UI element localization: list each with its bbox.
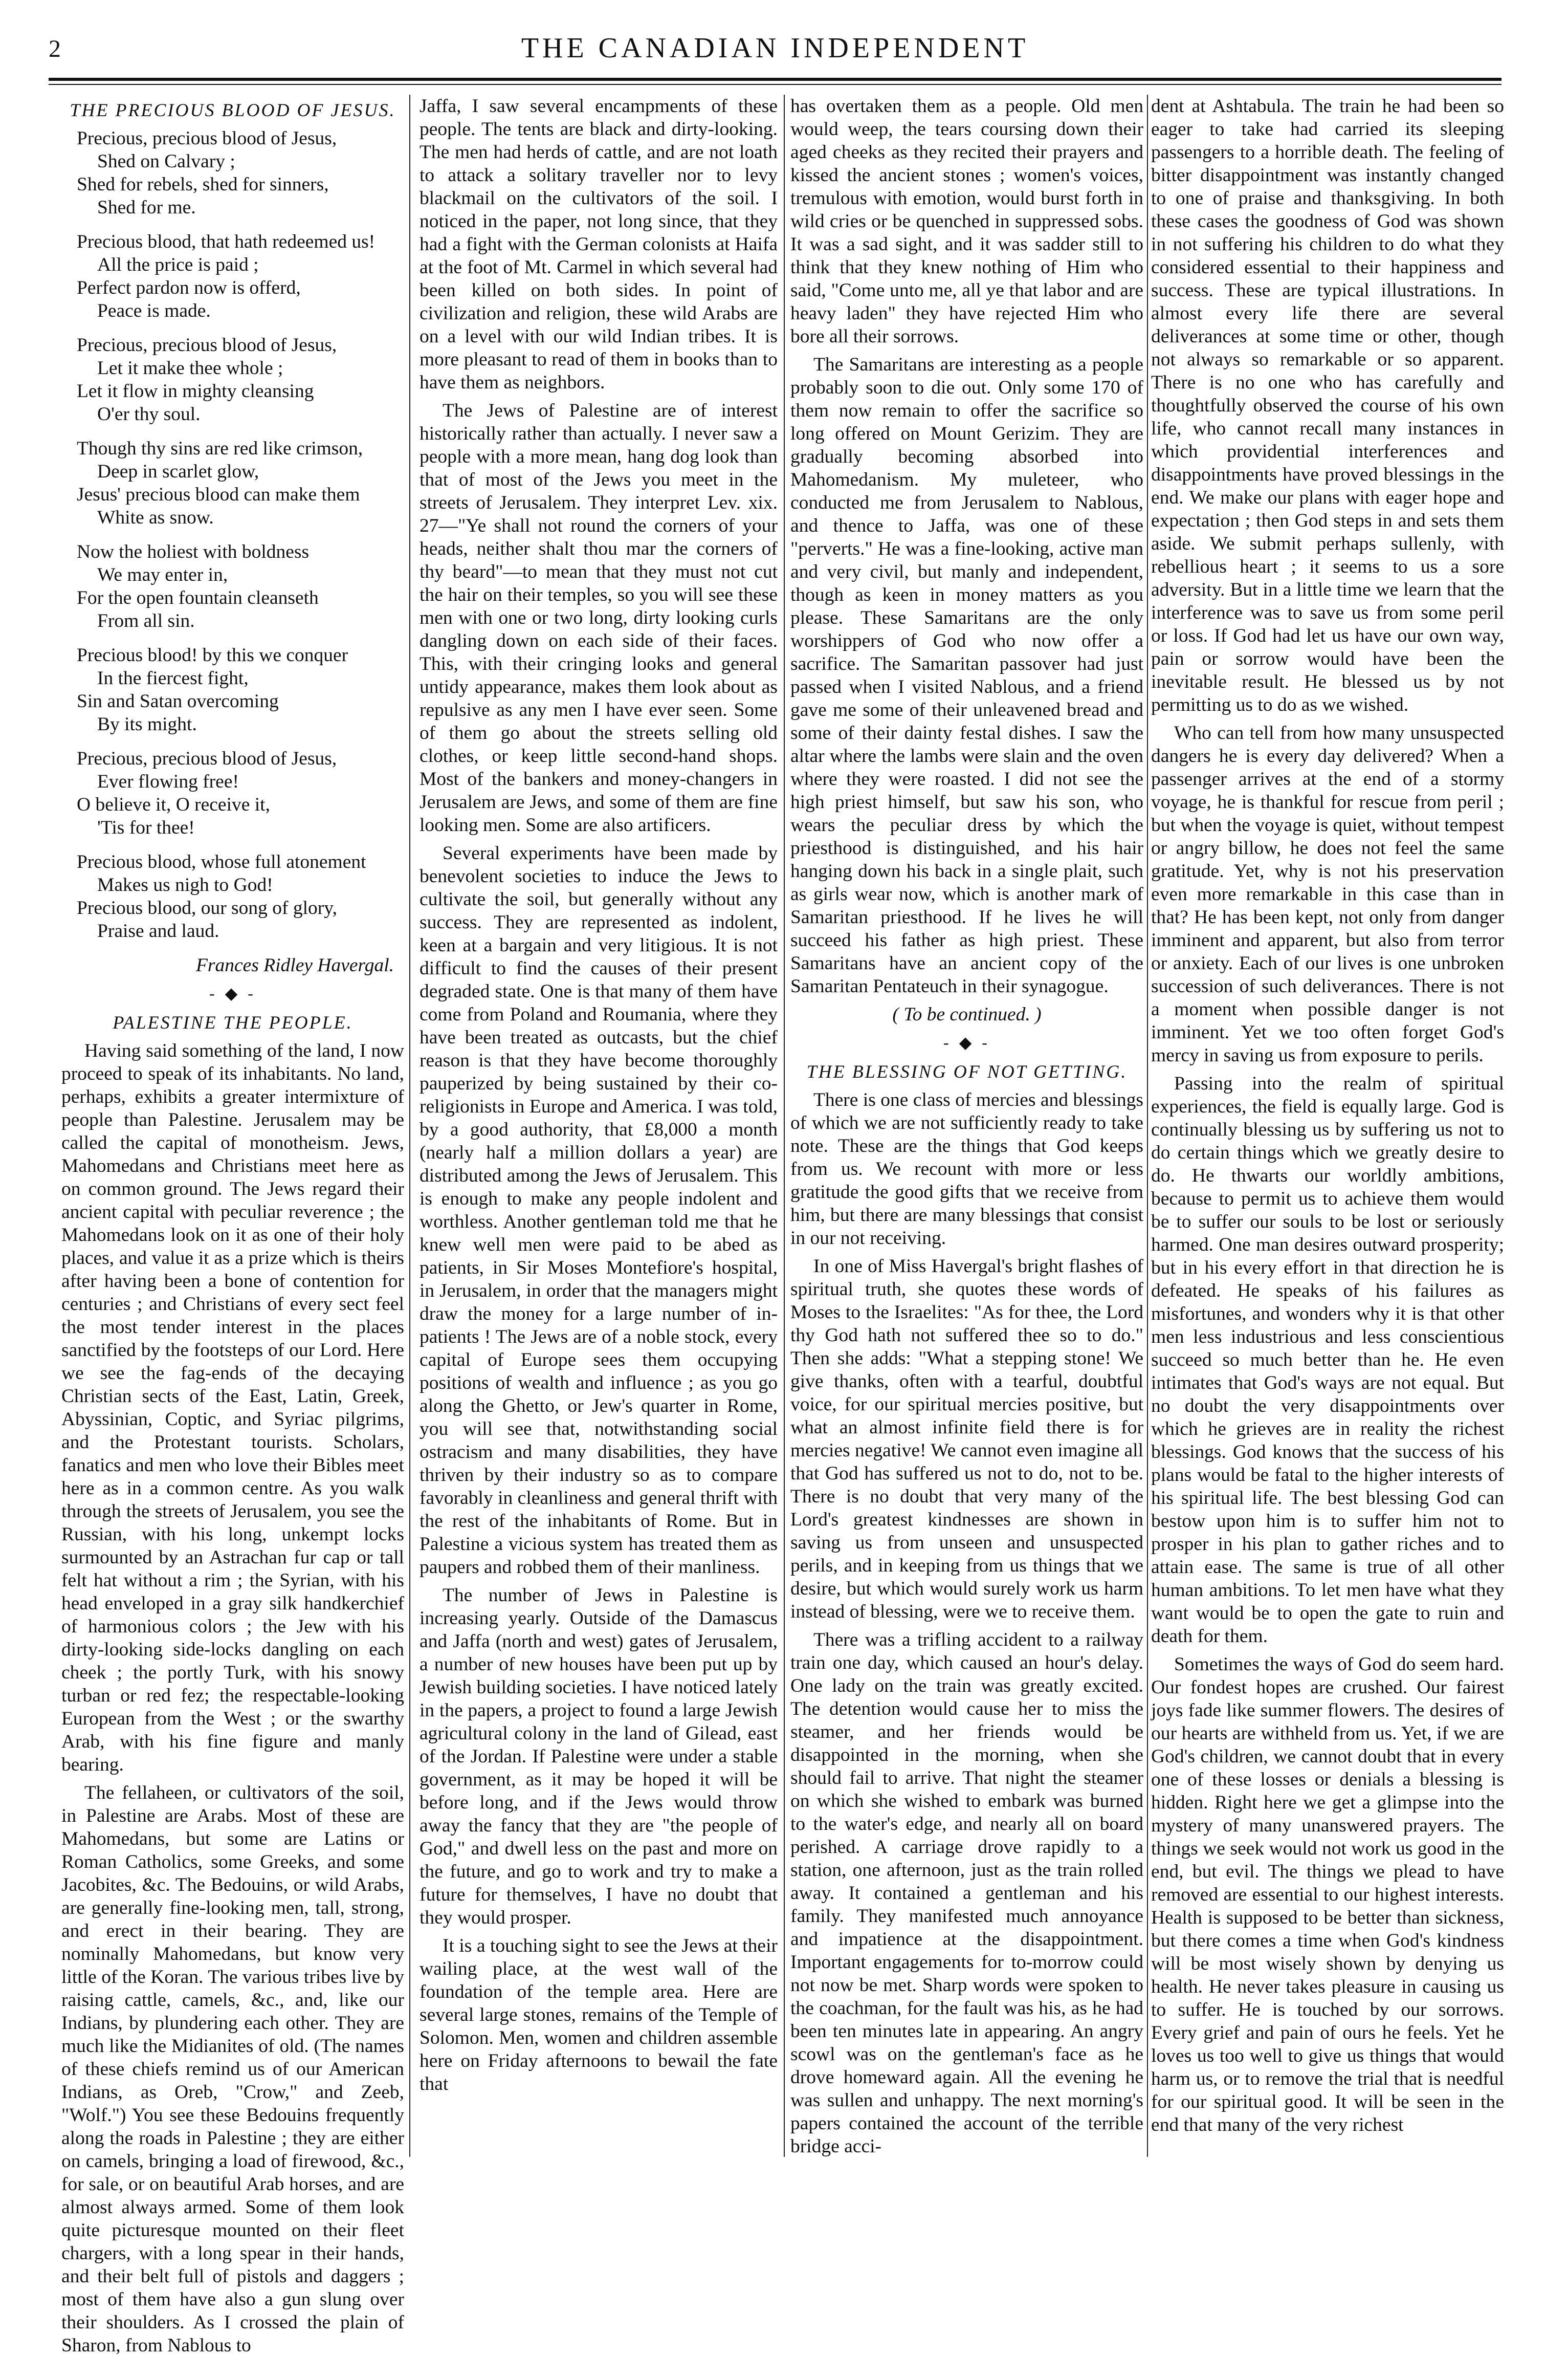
column-4: [1151, 95, 1504, 2157]
poem-attribution: Frances Ridley Havergal.: [195, 955, 394, 976]
poem-line: Precious, precious blood of Jesus,: [77, 128, 337, 149]
article-paragraph: Several experiments have been made by benevolent societies to induce the Jews to cultivate the soil, but generally without any success. They are represented as indolent, keen at a bargain and very litigious. It is not difficult to find the causes of their present degraded state. One is that many of them have come from Poland and Roumania, where they have been treated as outcasts, but the chief reason is that they have become thoroughly pauperized by being sustained by their co-religionists in Europe and America. I was told, by a good authority, that £8,000 a month (nearly half a million dollars a year) are distributed among the Jews of Jerusalem. This is enough to make any people indolent and worthless. Another gentleman told me that he knew well men were paid to be abed as patients, in Sir Moses Montefiore's hospital, in Jerusalem, in order that the managers might draw the money for a large number of in-patients ! The Jews are of a noble stock, every capital of Europe sees them occupying positions of wealth and influence ; as you go along the Ghetto, or Jew's quarter in Rome, you will see that, notwithstanding social ostracism and many disabilities, they have thriven by their industry so as to compare favorably in cleanliness and general thrift with the rest of the inhabitants of Rome. But in Palestine a vicious system has treated them as paupers and robbed them of their manliness.: [419, 843, 778, 1578]
article-paragraph: Passing into the realm of spiritual experiences, the field is equally large. God is continually blessing us by suffering us not to do certain things which we greatly desire to do. He thwarts our worldly ambitions, because to permit us to achieve them would be to suffer our souls to be lost or seriously harmed. One man desires outward prosperity; but in his every effort in that direction he is defeated. He speaks of his failures as misfortunes, and wonders why it is that other men less industrious and less conscientious succeed so much better than he. He even intimates that God's ways are not equal. But no doubt the very disappointments over which he grieves are in reality the richest blessings. God knows that the success of his plans would be fatal to the higher interests of his spiritual life. The best blessing God can bestow upon him is to suffer him not to prosper in his plan to gather riches and to attain ease. The same is true of all other human ambitions. To let men have what they want would be to open the gate to ruin and death for them.: [1151, 1073, 1504, 1647]
poem-line: In the fiercest fight,: [97, 668, 249, 689]
article-paragraph: In one of Miss Havergal's bright flashes of spiritual truth, she quotes these words of Moses to the Israelites: "As for thee, the Lord thy God hath not suffered thee so to do." Then she adds: "What a stepping stone! We give thanks, often with a tearful, doubtful voice, for our spiritual mercies positive, but what an almost infinite field there is for mercies negative! We cannot even imagine all that God has suffered us not to do, not to be. There is no doubt that very many of the Lord's greatest kindnesses are shown in saving us from unseen and unsuspected perils, and in keeping from us things that we desire, but which would surely work us harm instead of blessing, were we to receive them.: [790, 1256, 1143, 1622]
poem-line: Now the holiest with boldness: [77, 541, 310, 562]
article-title: THE BLESSING OF NOT GETTING.: [806, 1061, 1128, 1082]
poem-line: Ever flowing free!: [97, 771, 239, 792]
poem-line: White as snow.: [97, 507, 214, 528]
poem-line: Shed on Calvary ;: [97, 151, 235, 172]
poem-line: Deep in scarlet glow,: [97, 461, 259, 482]
poem-body: [61, 127, 404, 943]
poem-line: From all sin.: [97, 610, 195, 631]
poem-stanza: [77, 540, 404, 632]
poem-stanza: [77, 127, 404, 219]
poem-line: Precious blood, our song of glory,: [77, 898, 337, 919]
header-rule-thin: [49, 84, 1501, 85]
article-paragraph: Jaffa, I saw several encampments of these people. The tents are black and dirty-looking. The men had herds of cattle, and are not loath to attack a solitary traveller nor to levy blackmail on the cultivators of the soil. I noticed in the paper, not long since, that they had a fight with the German colonists at Haifa at the foot of Mt. Carmel in which several had been killed on both sides. In point of civilization and religion, these wild Arabs are on a level with our wild Indian tribes. It is more pleasant to read of them in books than to have them as neighbors.: [419, 96, 778, 393]
article-paragraph: The Jews of Palestine are of interest historically rather than actually. I never saw a people with a more mean, hang dog look than that of most of the Jews you meet in the streets of Jerusalem. They interpret Lev. xix. 27—"Ye shall not round the corners of your heads, neither shalt thou mar the corners of thy beard"—to mean that they must not cut the hair on their temples, so you will see these men with one or two long, dirty looking curls dangling down on each side of their faces. This, with their cringing looks and general untidy appearance, makes them look about as repulsive as any men I have ever seen. Some of them go about the streets selling old clothes, or keep little second-hand shops. Most of the bankers and money-changers in Jerusalem are Jews, and some of them are fine looking men. Some are also artificers.: [419, 400, 778, 836]
poem-line: 'Tis for thee!: [97, 817, 195, 838]
poem-line: By its might.: [97, 714, 197, 735]
poem-title: THE PRECIOUS BLOOD OF JESUS.: [70, 100, 396, 120]
article-paragraph: There was a trifling accident to a railway train one day, which caused an hour's delay. One lady on the train was greatly excited. The detention would cause her to miss the steamer, and her friends would be disappointed in the morning, when she should fail to arrive. That night the steamer on which she wished to embark was burned to the water's edge, and nearly all on board perished. A carriage drove rapidly to a station, one afternoon, just as the train rolled away. It contained a gentleman and his family. They manifested much annoyance and impatience at the disappointment. Important engagements for to-morrow could not now be met. Sharp words were spoken to the coachman, for the fault was his, as he had been ten minutes late in appearing. An angry scowl was on the gentleman's face as he drove homeward again. All the evening he was sullen and unhappy. The next morning's papers contained the account of the terrible bridge acci-: [790, 1629, 1143, 2157]
poem-stanza: [77, 850, 404, 943]
page-number: 2: [49, 35, 61, 62]
article-paragraph: The Samaritans are interesting as a people probably soon to die out. Only some 170 of them now remain to offer the sacrifice so long offered on Mount Gerizim. They are gradually becoming absorbed into Mahomedanism. My muleteer, who conducted me from Jerusalem to Nablous, and thence to Jaffa, was one of these "perverts." He was a fine-looking, active man and very civil, but manly and independent, though as keen in money matters as you please. These Samaritans are the only worshippers of God who now offer a sacrifice. The Samaritan passover had just passed when I visited Nablous, and a friend gave me some of their unleavened bread and some of their dainty festal dishes. I saw the altar where the lambs were slain and the oven where they were roasted. I did not see the high priest himself, but saw his son, who wears the peculiar dress by which the priesthood is distinguished, and his hair hanging down his back in a single plait, such as girls wear now, which is another mark of Samaritan priesthood. If he lives he will succeed his father as high priest. These Samaritans have an ancient copy of the Samaritan Pentateuch in their synagogue.: [790, 354, 1143, 997]
column-divider: [409, 95, 410, 2157]
poem-line: Peace is made.: [97, 300, 211, 321]
poem-line: Sin and Satan overcoming: [77, 691, 279, 712]
poem-stanza: [77, 437, 404, 529]
column-1: [61, 95, 404, 2356]
poem-line: Shed for me.: [97, 197, 196, 218]
article-title: PALESTINE THE PEOPLE.: [113, 1012, 353, 1033]
poem-line: Let it make thee whole ;: [97, 358, 283, 379]
article-paragraph: Sometimes the ways of God do seem hard. Our fondest hopes are crushed. Our fairest joys fade like summer flowers. The desires of our hearts are withheld from us. Yet, if we are God's children, we cannot doubt that in every one of these losses or denials a blessing is hidden. Right here we get a glimpse into the mystery of many unanswered prayers. The things we seek would not work us good in the end, but evil. The things we plead to have removed are essential to our highest interests. Health is supposed to be better than sickness, but there comes a time when God's kindness will be most wisely shown by denying us health. He never takes pleasure in causing us to suffer. He is touched by our sorrows. Every grief and pain of ours he feels. Yet he loves us too well to give us things that would harm us, or to remove the trial that is needful for our spiritual good. It will be seen in the end that many of the very richest: [1151, 1654, 1504, 2135]
poem-stanza: [77, 644, 404, 736]
poem-line: O'er thy soul.: [97, 404, 201, 425]
article-paragraph: dent at Ashtabula. The train he had been so eager to take had carried its sleeping passengers to a horrible death. The feeling of bitter disappointment was instantly changed to one of praise and thanksgiving. In both these cases the goodness of God was shown in not suffering his children to do what they considered essential to their happiness and success. These are typical illustrations. In almost every life there are several deliverances at some time or other, though not always so remarkable or so apparent. There is no one who has carefully and thoughtfully observed the course of his own life, who cannot recall many instances in which providential interferences and disappointments have proved blessings in the end. We make our plans with eager hope and expectation ; then God steps in and sets them aside. We submit perhaps sullenly, with rebellious heart ; it seems to us a sore adversity. But in a little time we learn that the interference was to save us from some peril or loss. If God had let us have our own way, pain or sorrow would have been the inevitable result. He blessed us by not permitting us to do as we wished.: [1151, 96, 1504, 715]
section-ornament: - ◆ -: [209, 984, 256, 1002]
article-paragraph: There is one class of mercies and blessings of which we are not sufficiently ready to take note. These are the things that God keeps from us. We recount with more or less gratitude the good gifts that we receive from him, but there are many blessings that consist in our not receiving.: [790, 1089, 1143, 1249]
poem-line: Precious blood, that hath redeemed us!: [77, 231, 376, 252]
poem-line: Shed for rebels, shed for sinners,: [77, 174, 329, 195]
poem-line: Let it flow in mighty cleansing: [77, 381, 314, 402]
poem-line: Perfect pardon now is offerd,: [77, 277, 301, 298]
column-2: [419, 95, 778, 2157]
poem-line: Precious, precious blood of Jesus,: [77, 335, 337, 356]
article-paragraph: It is a touching sight to see the Jews at their wailing place, at the west wall of the foundation of the temple area. Here are several large stones, remains of the Temple of Solomon. Men, women and children assemble here on Friday afternoons to bewail the fate that: [419, 1935, 778, 2094]
poem-stanza: [77, 747, 404, 839]
section-ornament: - ◆ -: [943, 1033, 990, 1052]
column-3: [790, 95, 1143, 2157]
article-paragraph: has overtaken them as a people. Old men would weep, the tears coursing down their aged cheeks as they recited their prayers and kissed the ancient stones ; women's voices, tremulous with emotion, would burst forth in wild cries or be quenched in suppressed sobs. It was a sad sight, and it was sadder still to think that they knew nothing of Him who said, "Come unto me, all ye that labor and are heavy laden" they have rejected Him who bore all their sorrows.: [790, 96, 1143, 347]
article-paragraph: The fellaheen, or cultivators of the soil, in Palestine are Arabs. Most of these are Mahomedans, but some are Latins or Roman Catholics, some Greeks, and some Jacobites, &c. The Bedouins, or wild Arabs, are generally fine-looking men, tall, strong, and erect in their bearing. They are nominally Mahomedans, but know very little of the Koran. The various tribes live by raising cattle, camels, &c., and, like our Indians, by plundering each other. They are much like the Midianites of old. (The names of these chiefs remind us of our American Indians, as Oreb, "Crow," and Zeeb, "Wolf.") You see these Bedouins frequently along the roads in Palestine ; they are either on camels, bringing a load of firewood, &c., for sale, or on beautiful Arab horses, and are almost always armed. Some of them look quite picturesque mounted on their fleet chargers, with a long spear in their hands, and their belt full of pistols and daggers ; most of them have also a gun slung over their shoulders. As I crossed the plain of Sharon, from Nablous to: [61, 1782, 404, 2356]
column-divider: [784, 95, 785, 2157]
poem-line: All the price is paid ;: [97, 254, 259, 275]
column-divider: [1147, 95, 1148, 2157]
poem-line: Praise and laud.: [97, 921, 219, 942]
article-paragraph: Who can tell from how many unsuspected dangers he is every day delivered? When a passenger arrives at the end of a stormy voyage, he is thankful for rescue from peril ; but when the voyage is quiet, without tempest or angry billow, he does not feel the same gratitude. Yet, why is not his preservation even more remarkable in this case than in that? He has been kept, not only from danger imminent and apparent, but also from terror or anxiety. Each of our lives is one unbroken succession of such deliverances. There is not a moment when possible danger is not imminent. Yet we too often forget God's mercy in saving us from exposure to perils.: [1151, 723, 1504, 1066]
poem-line: For the open fountain cleanseth: [77, 587, 319, 608]
poem-line: Precious blood! by this we conquer: [77, 645, 348, 666]
masthead-title: THE CANADIAN INDEPENDENT: [521, 32, 1029, 64]
poem-line: Makes us nigh to God!: [97, 875, 273, 896]
poem-stanza: [77, 334, 404, 426]
poem-stanza: [77, 230, 404, 322]
poem-line: O believe it, O receive it,: [77, 794, 270, 815]
header-rule: [49, 78, 1501, 81]
poem-line: Jesus' precious blood can make them: [77, 484, 360, 505]
article-paragraph: The number of Jews in Palestine is increasing yearly. Outside of the Damascus and Jaffa (north and west) gates of Jerusalem, a number of new houses have been put up by Jewish building societies. I have noticed lately in the papers, a project to found a large Jewish agricultural colony in the land of Gilead, east of the Jordan. If Palestine were under a stable government, as it may be hoped it will be before long, and if the Jews would throw away the fancy that they are "the people of God," and dwell less on the past and more on the future, and go to work and try to make a future for themselves, I have no doubt that they would prosper.: [419, 1585, 778, 1928]
poem-line: We may enter in,: [97, 564, 228, 585]
to-be-continued: ( To be continued. ): [892, 1004, 1042, 1025]
poem-line: Precious blood, whose full atonement: [77, 852, 366, 872]
poem-line: Though thy sins are red like crimson,: [77, 438, 363, 459]
page-header: [49, 32, 1501, 93]
article-paragraph: Having said something of the land, I now proceed to speak of its inhabitants. No land, perhaps, exhibits a greater intermixture of people than Palestine. Jerusalem may be called the capital of monotheism. Jews, Mahomedans and Christians meet here as on common ground. The Jews regard their ancient capital with peculiar reverence ; the Mahomedans look on it as one of their holy places, and value it as a prize which is theirs after having been a bone of contention for centuries ; and Christians of every sect feel the most tender interest in the places sanctified by the footsteps of our Lord. Here we see the fag-ends of the decaying Christian sects of the East, Latin, Greek, Abyssinian, Coptic, and Syriac pilgrims, and the Protestant tourists. Scholars, fanatics and men who love their Bibles meet here as in a common centre. As you walk through the streets of Jerusalem, you see the Russian, with his long, unkempt locks surmounted by an Astrachan fur cap or tall felt hat without a rim ; the Syrian, with his head enveloped in a gray silk handkerchief of harmonious colors ; the Jew with his dirty-looking side-locks dangling on each cheek ; the portly Turk, with his snowy turban or red fez; the respectable-looking European from the West ; or the swarthy Arab, with his fine figure and manly bearing.: [61, 1040, 404, 1775]
poem-line: Precious, precious blood of Jesus,: [77, 748, 337, 769]
